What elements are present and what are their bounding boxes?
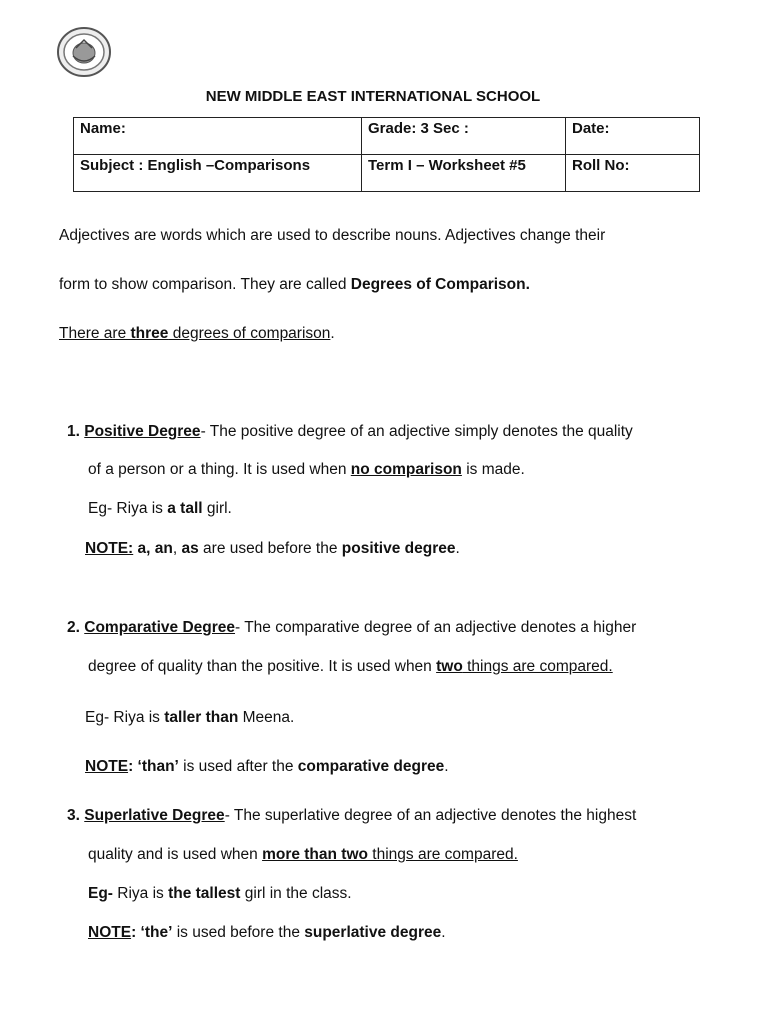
intro-line-2: form to show comparison. They are called Degrees of Comparison. [59, 276, 530, 293]
comparative-example: Eg- Riya is taller than Meena. [85, 709, 295, 726]
superlative-line-2: quality and is used when more than two things are compared. [88, 846, 518, 863]
superlative-degree-heading: 3. Superlative Degree- The superlative degree of an adjective denotes the highest [67, 807, 637, 824]
school-name: NEW MIDDLE EAST INTERNATIONAL SCHOOL [205, 88, 541, 105]
student-info-table [73, 117, 700, 192]
roll-cell: Roll No: [566, 155, 700, 192]
date-cell: Date: [566, 118, 700, 155]
subject-cell: Subject : English –Comparisons [74, 155, 362, 192]
comparative-line-2: degree of quality than the positive. It is used when two things are compared. [88, 658, 613, 675]
grade-cell: Grade: 3 Sec : [362, 118, 566, 155]
comparative-degree-heading: 2. Comparative Degree- The comparative degree of an adjective denotes a higher [67, 619, 637, 636]
comparative-note: NOTE: ‘than’ is used after the comparative degree. [85, 758, 449, 775]
superlative-note: NOTE: ‘the’ is used before the superlative degree. [88, 924, 446, 941]
positive-example: Eg- Riya is a tall girl. [88, 500, 232, 517]
positive-degree-heading: 1. Positive Degree- The positive degree of an adjective simply denotes the quality [67, 423, 633, 440]
intro-line-3: There are three degrees of comparison. [59, 325, 335, 342]
name-cell: Name: [74, 118, 362, 155]
positive-note: NOTE: a, an, as are used before the positive degree. [85, 540, 460, 557]
term-cell: Term I – Worksheet #5 [362, 155, 566, 192]
school-crest-icon [56, 26, 112, 78]
positive-line-2: of a person or a thing. It is used when no comparison is made. [88, 461, 525, 478]
intro-line-1: Adjectives are words which are used to describe nouns. Adjectives change their [59, 227, 606, 244]
superlative-example: Eg- Riya is the tallest girl in the class. [88, 885, 352, 902]
